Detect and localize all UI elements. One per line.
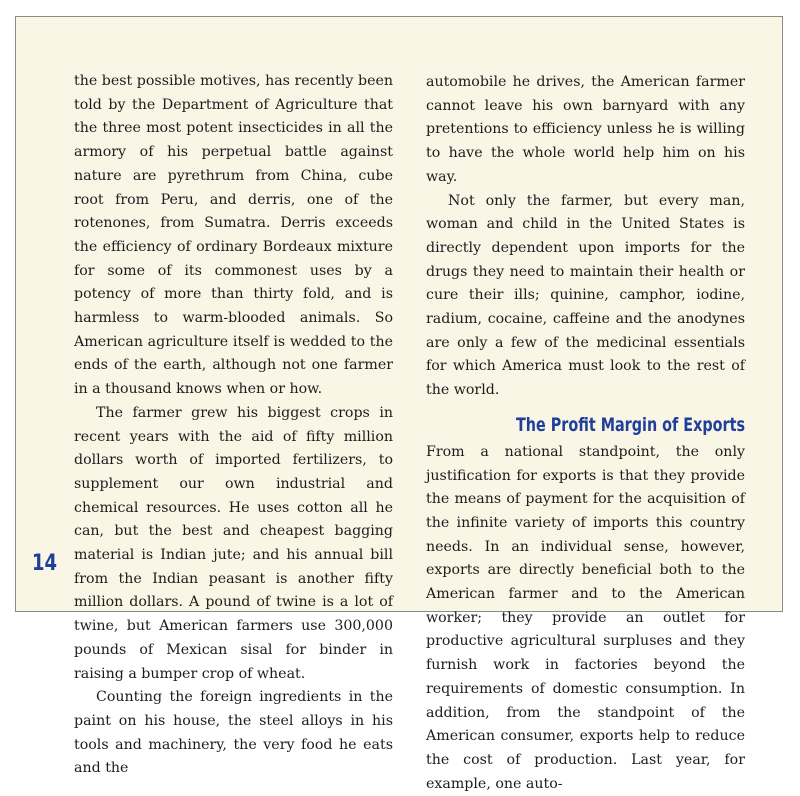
book-page [15,16,783,792]
right-column [426,71,745,796]
paragraph: Counting the foreign ingredients in the paint on his house, the steel alloys in his tools and machinery, the very food he eats and the [74,689,393,777]
page-number: 14 [32,551,58,576]
left-column [74,70,393,781]
paragraph: the best possible motives, has recently been told by the Department of Agriculture that the three most potent insecticides in all the armory of his perpetual battle against nature are pyrethrum from China, cube root from Peru, and derris, one of the rotenones, from Sumatra. Derris exceeds the efficiency of ordinary Bordeaux mixture for some of its commonest uses by a potency of more than thirty fold, and is harmless to warm-blooded animals. So American agriculture itself is wedded to the ends of the earth, although not one farmer in a thousand knows when or how. [74,73,393,398]
section-heading: The Profit Margin of Exports [515,413,745,436]
paragraph: Not only the farmer, but every man, woman and child in the United States is directly dependent upon imports for the drugs they need to maintain their health or cure their ills; quinine, camphor, iodine, radium, cocaine, caffeine and the anodynes are only a few of the medicinal essentials for which America must look to the rest of the world. [426,192,745,399]
paragraph: automobile he drives, the American farmer cannot leave his own barnyard with any pretentions to efficiency unless he is willing to have the whole world help him on his way. [426,74,745,185]
paragraph: The farmer grew his biggest crops in recent years with the aid of fifty million dollars worth of imported fertilizers, to supplement our own industrial and chemical resources. He uses cotton all he can, but the best and cheapest bagging material is Indian jute; and his annual bill from the Indian peasant is another fifty million dollars. A pound of twine is a lot of twine, but American farmers use 300,000 pounds of Mexican sisal for binder in raising a bumper crop of wheat. [74,404,393,682]
paragraph: From a national standpoint, the only justification for exports is that they provide the means of payment for the acquisition of the infinite variety of imports this country needs. In an individual sense, however, exports are directly beneficial both to the American farmer and to the American worker; they provide an outlet for productive agricultural surpluses and they furnish work in factories beyond the requirements of domestic consumption. In addition, from the standpoint of the American consumer, exports help to reduce the cost of production. Last year, for example, one auto- [426,443,745,792]
